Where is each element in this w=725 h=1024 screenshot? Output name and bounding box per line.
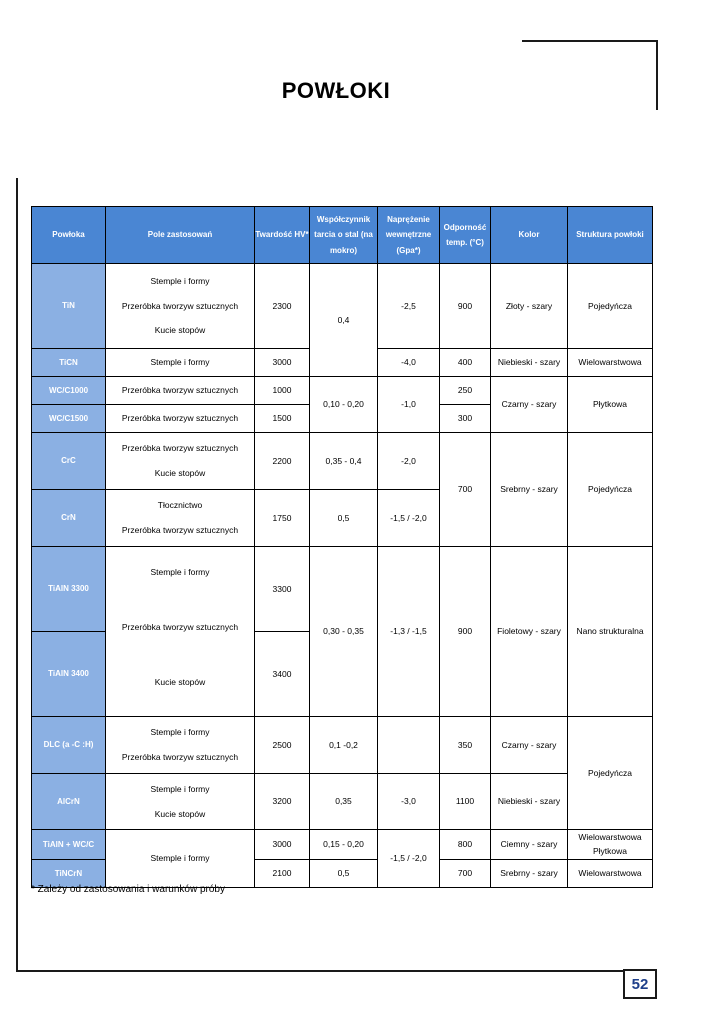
color-value: Czarny - szary [491,377,568,433]
temp-value: 700 [440,859,491,887]
friction-value: 0,5 [310,490,378,547]
frame-line-bottom [16,970,624,972]
application-item: Kucie stopów [154,325,206,336]
frame-line-top [522,40,657,42]
hardness-value: 2200 [255,433,310,490]
friction-value: 0,35 - 0,4 [310,433,378,490]
hardness-value: 1000 [255,377,310,405]
color-value: Niebieski - szary [491,349,568,377]
structure-value: Wielowarstwowa [568,349,653,377]
structure-value: Płytkowa [568,377,653,433]
temp-value: 350 [440,717,491,774]
hardness-value: 3300 [255,547,310,632]
hardness-value: 1750 [255,490,310,547]
page-number: 52 [623,969,657,999]
friction-value: 0,15 - 0,20 [310,830,378,860]
temp-value: 800 [440,830,491,860]
coating-name: TiN [32,264,106,349]
application-item: Przeróbka tworzyw sztucznych [121,443,239,454]
application-cell [106,547,255,717]
stress-value: -1,5 / -2,0 [378,830,440,888]
application-cell: Stemple i formy [106,830,255,888]
structure-value [568,830,653,860]
header-stress: Naprężenie wewnętrzne (Gpa*) [378,207,440,264]
color-value: Czarny - szary [491,717,568,774]
color-value: Fioletowy - szary [491,547,568,717]
application-cell [106,490,255,547]
coating-name: CrN [32,490,106,547]
stress-value [378,717,440,774]
coating-name: AlCrN [32,774,106,830]
temp-value: 300 [440,405,491,433]
table-row [32,377,653,405]
temp-value: 250 [440,377,491,405]
header-temp: Odporność temp. (°C) [440,207,491,264]
stress-value: -1,3 / -1,5 [378,547,440,717]
footnote: * Zależy od zastosowania i warunków próby [31,884,225,895]
application-cell [106,433,255,490]
stress-value: -2,5 [378,264,440,349]
friction-value: 0,35 [310,774,378,830]
application-cell [106,774,255,830]
coating-name: DLC (a -C :H) [32,717,106,774]
hardness-value: 3000 [255,349,310,377]
coating-name: TiAlN + WC/C [32,830,106,860]
application-item: Stemple i formy [150,567,210,577]
friction-value: 0,4 [310,264,378,377]
hardness-value: 2100 [255,859,310,887]
header-application: Pole zastosowań [106,207,255,264]
application-item: Przeróbka tworzyw sztucznych [121,752,239,762]
structure-line: Płytkowa [592,846,627,857]
temp-value: 900 [440,264,491,349]
application-item: Przeróbka tworzyw sztucznych [121,300,239,311]
color-value: Ciemny - szary [491,830,568,860]
header-friction: Współczynnik tarcia o stal (na mokro) [310,207,378,264]
coating-name: TiAlN 3300 [32,547,106,632]
header-coating: Powłoka [32,207,106,264]
application-cell [106,717,255,774]
application-item: Kucie stopów [154,808,206,819]
application-cell [106,264,255,349]
application-cell: Przeróbka tworzyw sztucznych [106,377,255,405]
coating-name: WC/C1500 [32,405,106,433]
hardness-value: 2500 [255,717,310,774]
table-row [32,264,653,349]
temp-value: 900 [440,547,491,717]
header-structure: Struktura powłoki [568,207,653,264]
coatings-table [31,206,653,888]
temp-value: 400 [440,349,491,377]
frame-line-left [16,178,18,972]
hardness-value: 3400 [255,632,310,717]
stress-value: -1,0 [378,377,440,433]
hardness-value: 3200 [255,774,310,830]
stress-value: -1,5 / -2,0 [378,490,440,547]
structure-value: Nano strukturalna [568,547,653,717]
application-cell: Przeróbka tworzyw sztucznych [106,405,255,433]
coating-name: TiNCrN [32,859,106,887]
stress-value: -3,0 [378,774,440,830]
header-hardness: Twardość HV* [255,207,310,264]
friction-value: 0,10 - 0,20 [310,377,378,433]
coating-name: TiCN [32,349,106,377]
coating-name: TiAlN 3400 [32,632,106,717]
table-row [32,433,653,490]
table-header-row [32,207,653,264]
hardness-value: 3000 [255,830,310,860]
table-row [32,547,653,632]
friction-value: 0,5 [310,859,378,887]
structure-line: Wielowarstwowa [578,832,642,842]
application-item: Stemple i formy [150,727,210,738]
application-item: Stemple i formy [150,276,210,287]
header-color: Kolor [491,207,568,264]
structure-value: Pojedyńcza [568,717,653,830]
temp-value: 1100 [440,774,491,830]
structure-value: Pojedyńcza [568,433,653,547]
application-item: Stemple i formy [150,783,210,794]
application-item: Przeróbka tworzyw sztucznych [121,525,239,535]
stress-value: -4,0 [378,349,440,377]
friction-value: 0,30 - 0,35 [310,547,378,717]
application-item: Kucie stopów [154,677,206,688]
stress-value: -2,0 [378,433,440,490]
structure-value: Pojedyńcza [568,264,653,349]
color-value: Niebieski - szary [491,774,568,830]
color-value: Złoty - szary [491,264,568,349]
temp-value: 700 [440,433,491,547]
application-item: Kucie stopów [154,468,206,478]
table-row [32,830,653,860]
application-item: Tłocznictwo [157,500,203,511]
application-cell: Stemple i formy [106,349,255,377]
hardness-value: 1500 [255,405,310,433]
application-item: Przeróbka tworzyw sztucznych [121,622,239,633]
coating-name: CrC [32,433,106,490]
hardness-value: 2300 [255,264,310,349]
table-row [32,774,653,830]
page-title: POWŁOKI [281,78,391,103]
coating-name: WC/C1000 [32,377,106,405]
table-row [32,717,653,774]
color-value: Srebrny - szary [491,433,568,547]
color-value: Srebrny - szary [491,859,568,887]
structure-value: Wielowarstwowa [568,859,653,887]
friction-value: 0,1 -0,2 [310,717,378,774]
